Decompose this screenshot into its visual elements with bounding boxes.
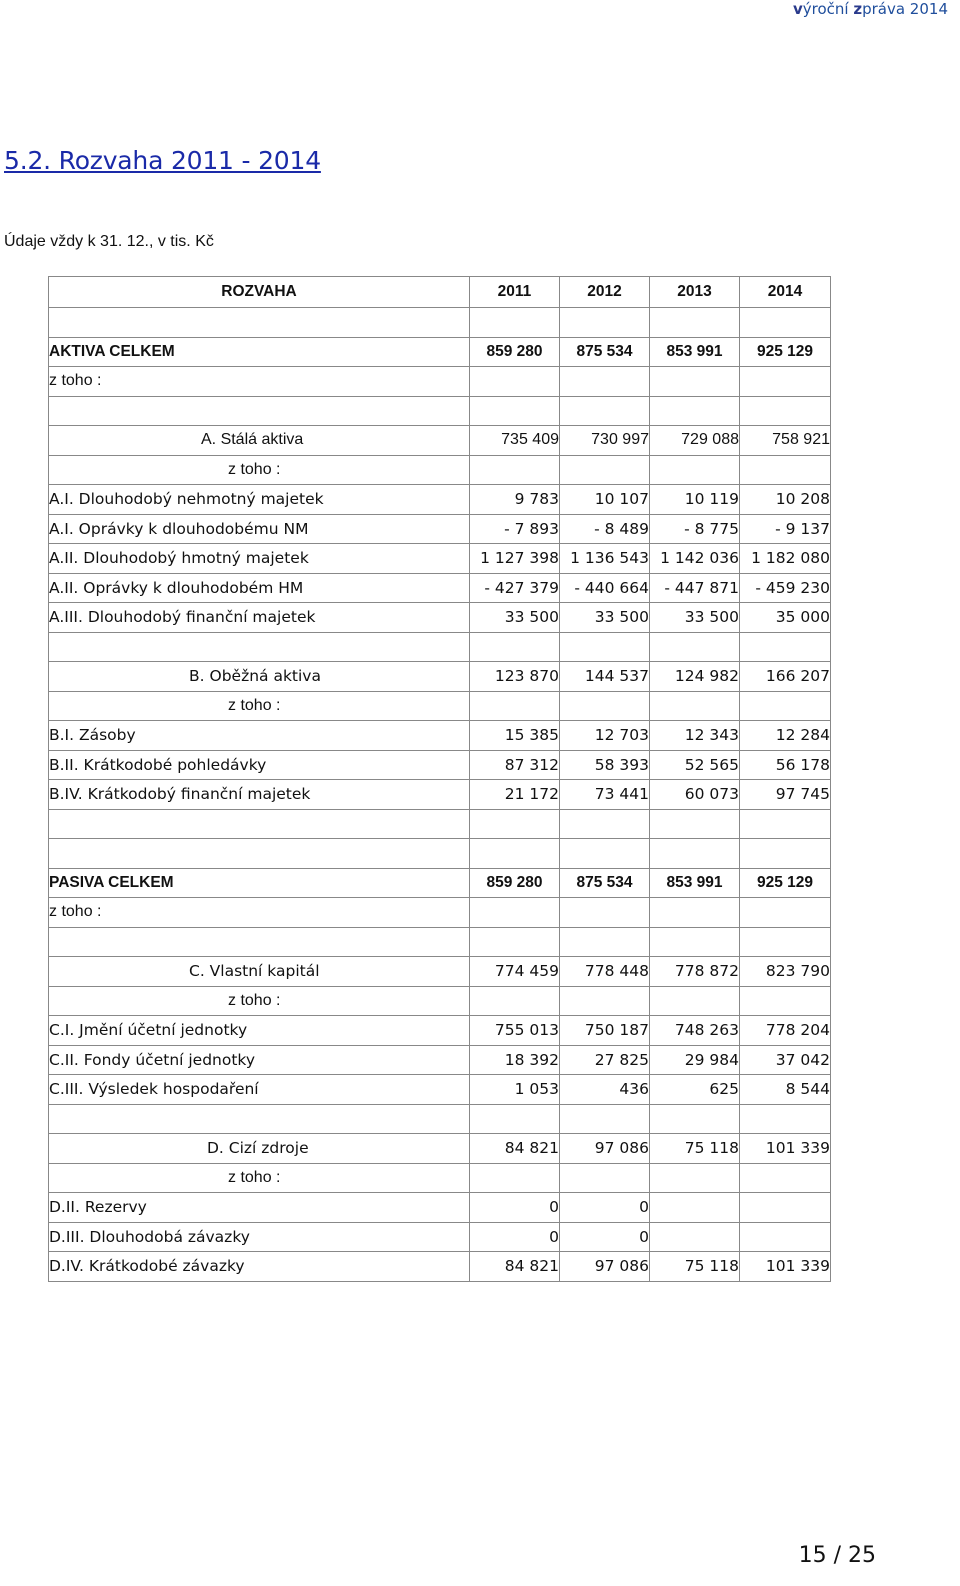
row-label: D. Cizí zdroje bbox=[49, 1134, 470, 1164]
header-cell-year: 2012 bbox=[560, 277, 650, 308]
table-row bbox=[49, 1104, 831, 1134]
row-value: 166 207 bbox=[740, 662, 831, 692]
row-value bbox=[740, 839, 831, 869]
row-value: 27 825 bbox=[560, 1045, 650, 1075]
row-value bbox=[470, 396, 560, 426]
row-value: 101 339 bbox=[740, 1252, 831, 1282]
row-value bbox=[560, 1104, 650, 1134]
table-row bbox=[49, 573, 831, 603]
row-value: - 440 664 bbox=[560, 573, 650, 603]
row-value bbox=[650, 1104, 740, 1134]
balance-sheet-table bbox=[48, 276, 831, 1282]
row-value: 75 118 bbox=[650, 1134, 740, 1164]
table-header-row bbox=[49, 277, 831, 308]
row-value bbox=[650, 367, 740, 397]
row-value: 10 107 bbox=[560, 485, 650, 515]
table-row bbox=[49, 1252, 831, 1282]
row-value: 0 bbox=[560, 1193, 650, 1223]
row-value bbox=[740, 308, 831, 338]
row-value: 625 bbox=[650, 1075, 740, 1105]
row-value bbox=[740, 986, 831, 1016]
row-value bbox=[560, 809, 650, 839]
row-value: 9 783 bbox=[470, 485, 560, 515]
table-row bbox=[49, 986, 831, 1016]
row-value: 853 991 bbox=[650, 337, 740, 367]
row-value: 97 745 bbox=[740, 780, 831, 810]
table-row bbox=[49, 485, 831, 515]
row-label: z toho : bbox=[49, 898, 470, 928]
row-value bbox=[650, 691, 740, 721]
row-value: 748 263 bbox=[650, 1016, 740, 1046]
row-value: 123 870 bbox=[470, 662, 560, 692]
row-value bbox=[470, 809, 560, 839]
row-value bbox=[470, 632, 560, 662]
row-value bbox=[560, 367, 650, 397]
row-value: - 9 137 bbox=[740, 514, 831, 544]
table-row bbox=[49, 1016, 831, 1046]
table-row bbox=[49, 426, 831, 456]
row-value bbox=[650, 632, 740, 662]
row-value bbox=[650, 1193, 740, 1223]
row-value bbox=[560, 396, 650, 426]
row-value: 10 119 bbox=[650, 485, 740, 515]
row-value: 1 142 036 bbox=[650, 544, 740, 574]
row-value bbox=[650, 308, 740, 338]
row-value bbox=[650, 927, 740, 957]
row-label: z toho : bbox=[49, 455, 470, 485]
row-value bbox=[650, 455, 740, 485]
row-value: 925 129 bbox=[740, 868, 831, 898]
row-value bbox=[650, 809, 740, 839]
row-label bbox=[49, 1104, 470, 1134]
row-value: 101 339 bbox=[740, 1134, 831, 1164]
row-value: 729 088 bbox=[650, 426, 740, 456]
row-value bbox=[740, 927, 831, 957]
row-value: 10 208 bbox=[740, 485, 831, 515]
header-cell-year: 2011 bbox=[470, 277, 560, 308]
row-value bbox=[470, 839, 560, 869]
row-label: A.II. Oprávky k dlouhodobém HM bbox=[49, 573, 470, 603]
table-row bbox=[49, 337, 831, 367]
row-label: A. Stálá aktiva bbox=[49, 426, 470, 456]
row-value bbox=[470, 927, 560, 957]
table-row bbox=[49, 750, 831, 780]
row-value bbox=[560, 927, 650, 957]
table-row bbox=[49, 544, 831, 574]
row-value: 58 393 bbox=[560, 750, 650, 780]
row-value bbox=[470, 691, 560, 721]
row-value: 1 053 bbox=[470, 1075, 560, 1105]
row-label: A.I. Dlouhodobý nehmotný majetek bbox=[49, 485, 470, 515]
row-value bbox=[470, 1163, 560, 1193]
row-value: 18 392 bbox=[470, 1045, 560, 1075]
row-value bbox=[650, 396, 740, 426]
table-row bbox=[49, 957, 831, 987]
row-label: C.I. Jmění účetní jednotky bbox=[49, 1016, 470, 1046]
table-row bbox=[49, 455, 831, 485]
row-value bbox=[560, 632, 650, 662]
table-row bbox=[49, 632, 831, 662]
row-label: C.II. Fondy účetní jednotky bbox=[49, 1045, 470, 1075]
row-value bbox=[470, 1104, 560, 1134]
row-label: A.III. Dlouhodobý finanční majetek bbox=[49, 603, 470, 633]
row-value: 56 178 bbox=[740, 750, 831, 780]
row-label bbox=[49, 809, 470, 839]
row-label: A.II. Dlouhodobý hmotný majetek bbox=[49, 544, 470, 574]
row-value bbox=[740, 898, 831, 928]
row-label: PASIVA CELKEM bbox=[49, 868, 470, 898]
row-value: 859 280 bbox=[470, 868, 560, 898]
row-value: 755 013 bbox=[470, 1016, 560, 1046]
row-label: D.III. Dlouhodobá závazky bbox=[49, 1222, 470, 1252]
row-value: 778 448 bbox=[560, 957, 650, 987]
row-value: 778 872 bbox=[650, 957, 740, 987]
row-value bbox=[650, 898, 740, 928]
row-label: AKTIVA CELKEM bbox=[49, 337, 470, 367]
table-row bbox=[49, 514, 831, 544]
header-cell-year: 2013 bbox=[650, 277, 740, 308]
row-label: B.II. Krátkodobé pohledávky bbox=[49, 750, 470, 780]
row-label bbox=[49, 927, 470, 957]
brand-letter-v: v bbox=[792, 0, 803, 18]
header-brand bbox=[793, 0, 948, 18]
row-label: D.IV. Krátkodobé závazky bbox=[49, 1252, 470, 1282]
row-label: B. Oběžná aktiva bbox=[49, 662, 470, 692]
row-value: 124 982 bbox=[650, 662, 740, 692]
table-row bbox=[49, 839, 831, 869]
table-row bbox=[49, 662, 831, 692]
row-value: 84 821 bbox=[470, 1134, 560, 1164]
row-value: 750 187 bbox=[560, 1016, 650, 1046]
row-value bbox=[650, 1222, 740, 1252]
row-value bbox=[470, 455, 560, 485]
row-value bbox=[740, 455, 831, 485]
row-value: 21 172 bbox=[470, 780, 560, 810]
row-value bbox=[740, 1193, 831, 1223]
row-value bbox=[740, 1222, 831, 1252]
row-value: 758 921 bbox=[740, 426, 831, 456]
table-row bbox=[49, 603, 831, 633]
row-label: z toho : bbox=[49, 367, 470, 397]
row-value: 97 086 bbox=[560, 1134, 650, 1164]
row-value bbox=[560, 691, 650, 721]
brand-text-2: práva 2014 bbox=[862, 0, 948, 18]
row-label: z toho : bbox=[49, 1163, 470, 1193]
row-value: 15 385 bbox=[470, 721, 560, 751]
row-value: 33 500 bbox=[470, 603, 560, 633]
row-value: 75 118 bbox=[650, 1252, 740, 1282]
table-row bbox=[49, 1222, 831, 1252]
row-value bbox=[560, 986, 650, 1016]
row-value: 730 997 bbox=[560, 426, 650, 456]
page-subtitle: Údaje vždy k 31. 12., v tis. Kč bbox=[4, 233, 214, 250]
row-label: B.I. Zásoby bbox=[49, 721, 470, 751]
table-row bbox=[49, 691, 831, 721]
row-label: z toho : bbox=[49, 691, 470, 721]
row-value: 60 073 bbox=[650, 780, 740, 810]
row-label: B.IV. Krátkodobý finanční majetek bbox=[49, 780, 470, 810]
row-value: 925 129 bbox=[740, 337, 831, 367]
row-label: D.II. Rezervy bbox=[49, 1193, 470, 1223]
row-value: - 7 893 bbox=[470, 514, 560, 544]
row-value bbox=[740, 1163, 831, 1193]
row-value bbox=[740, 691, 831, 721]
row-value: 875 534 bbox=[560, 337, 650, 367]
table-row bbox=[49, 809, 831, 839]
header-cell-year: 2014 bbox=[740, 277, 831, 308]
row-value: 859 280 bbox=[470, 337, 560, 367]
row-value: 97 086 bbox=[560, 1252, 650, 1282]
row-value: 774 459 bbox=[470, 957, 560, 987]
row-value: 436 bbox=[560, 1075, 650, 1105]
table-row bbox=[49, 1045, 831, 1075]
row-value bbox=[470, 308, 560, 338]
table-row bbox=[49, 396, 831, 426]
row-value: 33 500 bbox=[650, 603, 740, 633]
row-label: C.III. Výsledek hospodaření bbox=[49, 1075, 470, 1105]
row-value: - 447 871 bbox=[650, 573, 740, 603]
table-row bbox=[49, 868, 831, 898]
brand-text-1: ýroční bbox=[802, 0, 849, 18]
row-value: 52 565 bbox=[650, 750, 740, 780]
row-label bbox=[49, 396, 470, 426]
row-value: 0 bbox=[560, 1222, 650, 1252]
row-value bbox=[650, 986, 740, 1016]
row-value: 35 000 bbox=[740, 603, 831, 633]
row-value: 1 127 398 bbox=[470, 544, 560, 574]
row-value: 8 544 bbox=[740, 1075, 831, 1105]
row-value: 875 534 bbox=[560, 868, 650, 898]
table-row bbox=[49, 927, 831, 957]
table-row bbox=[49, 1075, 831, 1105]
header-cell-label: ROZVAHA bbox=[49, 277, 470, 308]
row-value: 12 284 bbox=[740, 721, 831, 751]
row-value: 73 441 bbox=[560, 780, 650, 810]
row-label bbox=[49, 839, 470, 869]
row-value: 37 042 bbox=[740, 1045, 831, 1075]
row-label bbox=[49, 632, 470, 662]
brand-letter-z: z bbox=[853, 0, 863, 18]
row-value: 0 bbox=[470, 1193, 560, 1223]
row-value bbox=[470, 367, 560, 397]
table-row bbox=[49, 780, 831, 810]
row-label: z toho : bbox=[49, 986, 470, 1016]
row-value: - 8 775 bbox=[650, 514, 740, 544]
row-value bbox=[650, 839, 740, 869]
row-value: 84 821 bbox=[470, 1252, 560, 1282]
row-value bbox=[560, 898, 650, 928]
row-value: 144 537 bbox=[560, 662, 650, 692]
row-value: 1 182 080 bbox=[740, 544, 831, 574]
row-value: 12 703 bbox=[560, 721, 650, 751]
row-value: 87 312 bbox=[470, 750, 560, 780]
row-label bbox=[49, 308, 470, 338]
row-value: - 427 379 bbox=[470, 573, 560, 603]
row-value bbox=[740, 632, 831, 662]
page-title: 5.2. Rozvaha 2011 - 2014 bbox=[4, 146, 321, 175]
row-value bbox=[560, 308, 650, 338]
row-value bbox=[470, 898, 560, 928]
row-value bbox=[740, 809, 831, 839]
row-value: 29 984 bbox=[650, 1045, 740, 1075]
row-value: 1 136 543 bbox=[560, 544, 650, 574]
row-value: - 8 489 bbox=[560, 514, 650, 544]
row-value bbox=[560, 839, 650, 869]
table-row bbox=[49, 721, 831, 751]
row-value: 33 500 bbox=[560, 603, 650, 633]
table-row bbox=[49, 1163, 831, 1193]
row-value: 0 bbox=[470, 1222, 560, 1252]
row-value bbox=[740, 1104, 831, 1134]
row-value: 853 991 bbox=[650, 868, 740, 898]
row-value: 12 343 bbox=[650, 721, 740, 751]
row-label: C. Vlastní kapitál bbox=[49, 957, 470, 987]
row-value: 735 409 bbox=[470, 426, 560, 456]
row-value bbox=[650, 1163, 740, 1193]
row-value bbox=[740, 367, 831, 397]
row-value bbox=[470, 986, 560, 1016]
page-number: 15 / 25 bbox=[798, 1543, 876, 1568]
table-row bbox=[49, 898, 831, 928]
table-row bbox=[49, 1193, 831, 1223]
row-value bbox=[560, 1163, 650, 1193]
table-row bbox=[49, 1134, 831, 1164]
row-value: - 459 230 bbox=[740, 573, 831, 603]
row-value: 778 204 bbox=[740, 1016, 831, 1046]
table-row bbox=[49, 367, 831, 397]
row-value bbox=[740, 396, 831, 426]
table-row bbox=[49, 308, 831, 338]
row-label: A.I. Oprávky k dlouhodobému NM bbox=[49, 514, 470, 544]
row-value: 823 790 bbox=[740, 957, 831, 987]
row-value bbox=[560, 455, 650, 485]
